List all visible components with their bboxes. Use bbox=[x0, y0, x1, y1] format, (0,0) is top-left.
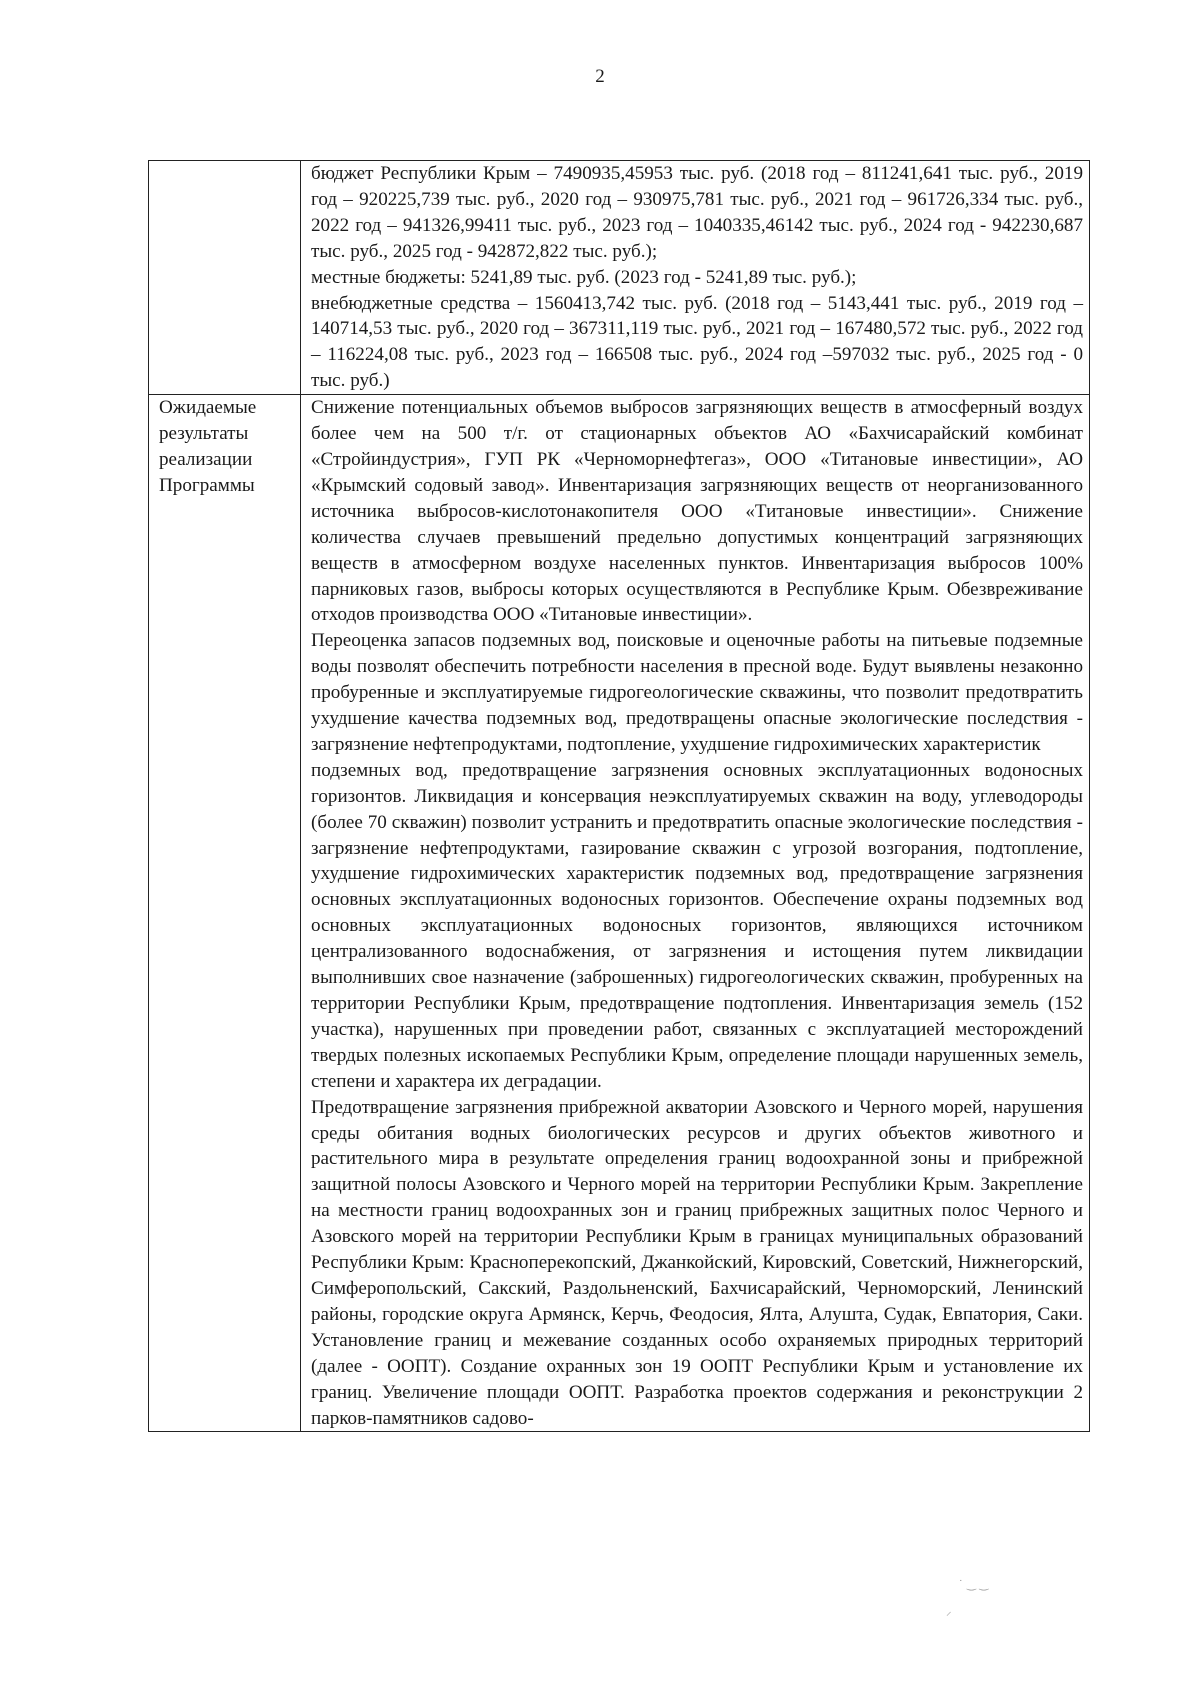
results-groundwater-paragraph: Переоценка запасов подземных вод, поисковые и оценочные работы на питьевые подземные воды позволят обеспечить потребности населения в пресной воде. Будут выявлены незаконно пробуренные и эксплуатируемые гидрогеологические скважины, что позволит предотвратить ухудшение качества подземных вод, предотвращены опасные экологические последствия - загрязнение нефтепродуктами, подтопление, ухудшение гидрохимических характеристик bbox=[311, 630, 1083, 755]
scan-artifact-mark: ⸝ bbox=[946, 1605, 952, 1618]
content-cell-funding bbox=[301, 161, 1090, 395]
label-line-2: результаты bbox=[159, 423, 249, 445]
label-cell-empty bbox=[149, 161, 301, 395]
results-wells-paragraph: подземных вод, предотвращение загрязнения основных эксплуатационных водоносных горизонтов. Ликвидация и консервация неэксплуатируемых скважин на воду, углеводороды (более 70 скважин) позволит устранить и предотвратить опасные экологические последствия - загрязнение нефтепродуктами, газирование скважин с угрозой возгорания, подтопление, ухудшение гидрохимических характеристик подземных вод, предотвращение загрязнения основных эксплуатационных водоносных горизонтов. Обеспечение охраны подземных вод основных эксплуатационных водоносных горизонтов, являющихся источником централизованного водоснабжения, от загрязнения и истощения путем ликвидации выполнивших свое назначение (заброшенных) гидрогеологических скважин, пробуренных на территории Республики Крым, предотвращение подтопления. Инвентаризация земель (152 участка), нарушенных при проведении работ, связанных с эксплуатацией месторождений твердых полезных ископаемых Республики Крым, определение площади нарушенных земель, степени и характера их деградации. bbox=[311, 759, 1083, 1092]
scan-artifact-mark: ˙ ‿ ‿ bbox=[958, 1578, 989, 1591]
program-passport-table bbox=[148, 160, 1090, 1432]
label-line-1: Ожидаемые bbox=[159, 397, 257, 419]
funding-local-budget-text: местные бюджеты: 5241,89 тыс. руб. (2023 год - 5241,89 тыс. руб.); bbox=[311, 266, 857, 288]
label-cell-expected-results bbox=[149, 395, 301, 1432]
results-coastal-paragraph: Предотвращение загрязнения прибрежной акватории Азовского и Черного морей, нарушения среды обитания водных биологических ресурсов и других объектов животного и растительного мира в результате определения границ водоохранной зоны и прибрежной защитной полосы Азовского и Черного морей на территории Республики Крым. Закрепление на местности границ водоохранных зон и границ прибрежных защитных полос Черного и Азовского морей на территории Республики Крым в границах муниципальных образований Республики Крым: Красноперекопский, Джанкойский, Кировский, Советский, Нижнегорский, Симферопольский, Сакский, Раздольненский, Бахчисарайский, Черноморский, Ленинский районы, городские округа Армянск, Керчь, Феодосия, Ялта, Алушта, Судак, Евпатория, Саки. Установление границ и межевание созданных особо охраняемых природных территорий (далее - ООПТ). Создание охранных зон 19 ООПТ Республики Крым и установление их границ. Увеличение площади ООПТ. Разработка проектов содержания и реконструкции 2 парков-памятников садово- bbox=[311, 1096, 1083, 1429]
table-row-expected-results bbox=[149, 395, 1090, 1432]
page-number: 2 bbox=[595, 66, 605, 87]
results-air-paragraph: Снижение потенциальных объемов выбросов загрязняющих веществ в атмосферный воздух более чем на 500 т/г. от стационарных объектов АО «Бахчисарайский комбинат «Стройиндустрия», ГУП РК «Черноморнефтегаз», ООО «Титановые инвестиции», АО «Крымский содовый завод». Инвентаризация загрязняющих веществ от неорганизованного источника выбросов-кислотонакопителя ООО «Титановые инвестиции». Снижение количества случаев превышений предельно допустимых концентраций загрязняющих веществ в атмосферном воздухе населенных пунктов. Инвентаризация выбросов 100% парниковых газов, выбросы которых осуществляются в Республике Крым. Обезвреживание отходов производства ООО «Титановые инвестиции». bbox=[311, 397, 1083, 626]
funding-republic-budget-text: бюджет Республики Крым – 7490935,45953 тыс. руб. (2018 год – 811241,641 тыс. руб., 2019 год – 920225,739 тыс. руб., 2020 год – 930975,781 тыс. руб., 2021 год – 961726,334 тыс. руб., 2022 год – 941326,99411 тыс. руб., 2023 год – 1040335,46142 тыс. руб., 2024 год - 942230,687 тыс. руб., 2025 год - 942872,822 тыс. руб.); bbox=[311, 163, 1083, 262]
label-line-4: Программы bbox=[159, 474, 255, 496]
funding-extrabudgetary-text: внебюджетные средства – 1560413,742 тыс. руб. (2018 год – 5143,441 тыс. руб., 2019 год – 140714,53 тыс. руб., 2020 год – 367311,119 тыс. руб., 2021 год – 167480,572 тыс. руб., 2022 год – 116224,08 тыс. руб., 2023 год – 166508 тыс. руб., 2024 год –597032 тыс. руб., 2025 год - 0 тыс. руб.) bbox=[311, 292, 1083, 392]
content-cell-expected-results bbox=[301, 395, 1090, 1432]
label-line-3: реализации bbox=[159, 448, 253, 470]
table-row-funding bbox=[149, 161, 1090, 395]
